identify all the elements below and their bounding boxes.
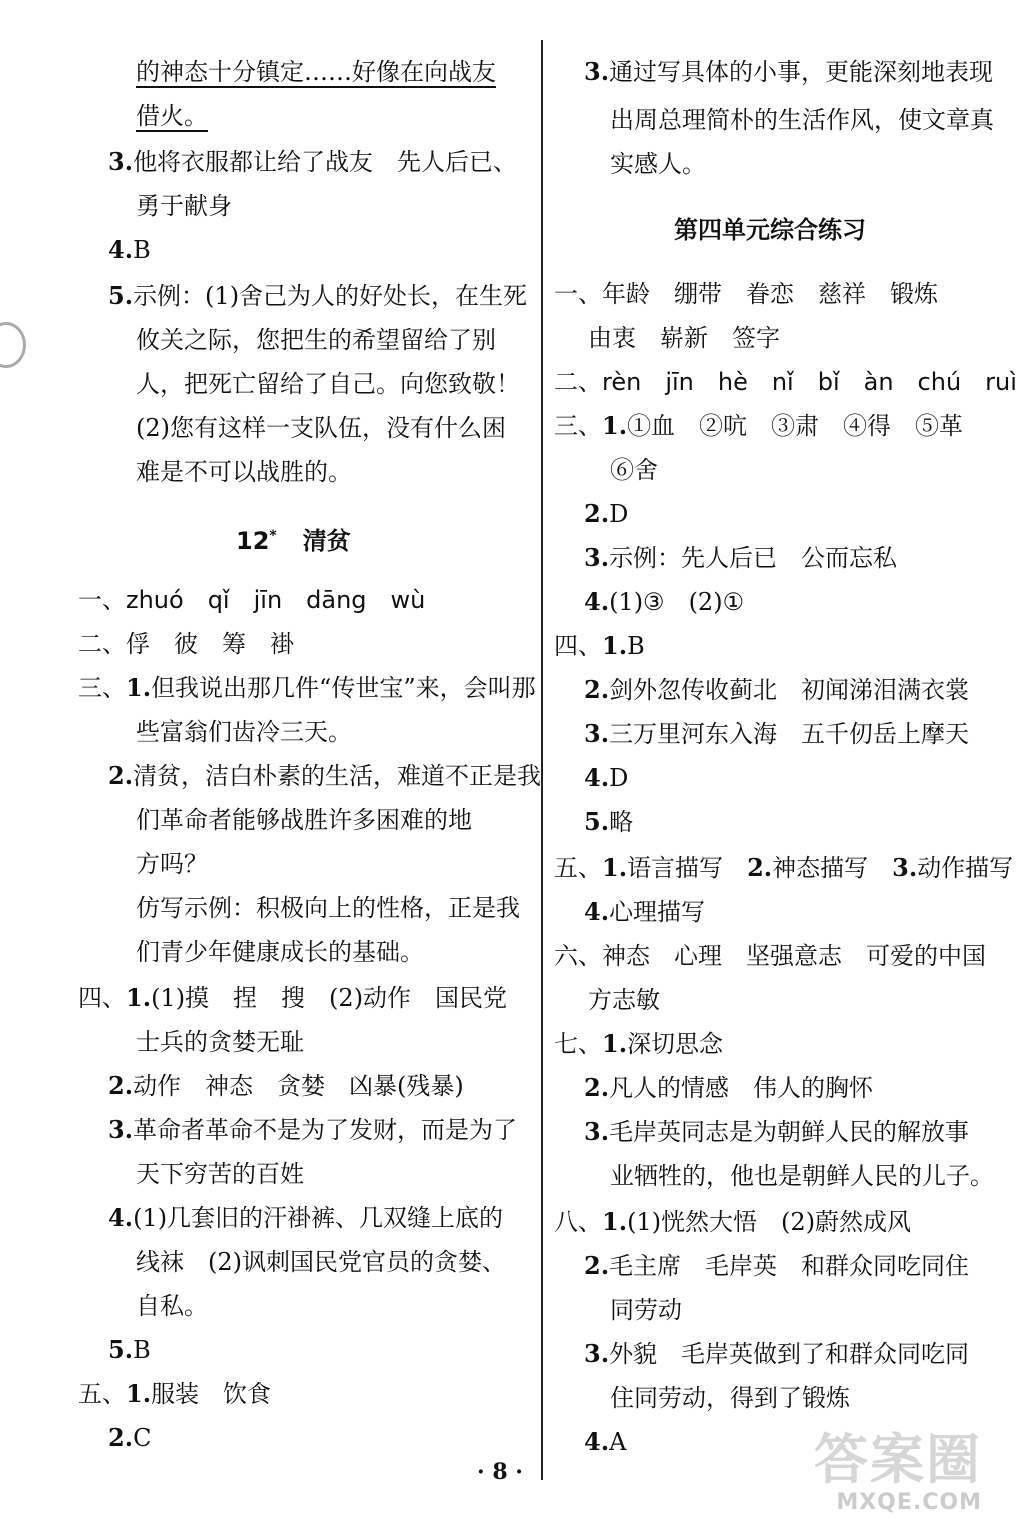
answer-line: 方志敏 xyxy=(588,986,660,1014)
question-5: 5.略 xyxy=(584,807,634,836)
answer-line: 由衷 崭新 签字 xyxy=(588,324,780,352)
answer-line: 方吗？ xyxy=(136,850,208,878)
answer-line: 出周总理简朴的生活作风，使文章真 xyxy=(610,106,994,134)
section-3: 三、1.但我说出那几件“传世宝”来，会叫那 xyxy=(78,673,536,702)
answer-line: 勇于献身 xyxy=(136,192,232,220)
answer-line: 天下穷苦的百姓 xyxy=(136,1160,304,1188)
answer-line: 难是不可以战胜的。 xyxy=(136,458,352,486)
section-1: 一、年龄 绷带 眷恋 慈祥 锻炼 xyxy=(554,280,938,308)
answer-line: 业牺牲的，他也是朝鲜人民的儿子。 xyxy=(610,1162,994,1190)
question-5: 5.B xyxy=(108,1335,151,1364)
section-2: 二、rèn jīn hè nǐ bǐ àn chú ruì xyxy=(554,368,1017,396)
question-2: 2.C xyxy=(108,1423,152,1452)
question-3: 3.示例：先人后已 公而忘私 xyxy=(584,543,898,572)
question-2: 2.动作 神态 贪婪 凶暴(残暴) xyxy=(108,1071,464,1100)
question-3: 3.三万里河东入海 五千仞岳上摩天 xyxy=(584,719,970,748)
answer-line: 士兵的贪婪无耻 xyxy=(136,1028,304,1056)
question-4: 4.A xyxy=(584,1427,627,1456)
answer-line: 住同劳动，得到了锻炼 xyxy=(610,1384,850,1412)
answer-line: 自私。 xyxy=(136,1292,208,1320)
page-edge-mark xyxy=(0,322,26,368)
answer-line: 借火。 xyxy=(136,102,208,130)
question-2: 2.剑外忽传收蓟北 初闻涕泪满衣裳 xyxy=(584,675,970,704)
watermark-url: MXQE.COM xyxy=(836,1490,982,1515)
question-3: 3.外貌 毛岸英做到了和群众同吃同 xyxy=(584,1339,970,1368)
section-5: 五、1.语言描写 2.神态描写 3.动作描写 xyxy=(554,853,1014,882)
question-3: 3.通过写具体的小事，更能深刻地表现 xyxy=(584,57,994,86)
question-4: 4.(1)③ (2)① xyxy=(584,587,745,616)
section-3: 三、1.①血 ②吭 ③肃 ④得 ⑤革 xyxy=(554,411,964,440)
question-4: 4.(1)几套旧的汗褂裤、几双缝上底的 xyxy=(108,1203,504,1232)
watermark-logo-text: 答案圈 xyxy=(814,1428,982,1491)
section-6: 六、神态 心理 坚强意志 可爱的中国 xyxy=(554,942,986,970)
answer-line: 线袜 (2)讽刺国民党官员的贪婪、 xyxy=(136,1248,506,1276)
question-4: 4.心理描写 xyxy=(584,897,706,926)
section-4: 四、1.(1)摸 捏 搜 (2)动作 国民党 xyxy=(78,983,508,1012)
answer-line: 们革命者能够战胜许多困难的地 xyxy=(136,806,472,834)
section-5: 五、1.服装 饮食 xyxy=(78,1379,272,1408)
unit-title: 第四单元综合练习 xyxy=(674,216,866,244)
question-5: 5.示例：(1)舍己为人的好处长，在生死 xyxy=(108,281,528,310)
question-2: 2.D xyxy=(584,499,629,528)
section-7: 七、1.深切思念 xyxy=(554,1029,724,1058)
question-2: 2.毛主席 毛岸英 和群众同吃同住 xyxy=(584,1251,970,1280)
question-2: 2.清贫，洁白朴素的生活，难道不正是我 xyxy=(108,761,542,790)
column-divider xyxy=(541,40,543,1480)
page-number: · 8 · xyxy=(477,1459,523,1485)
answer-line: 的神态十分镇定……好像在向战友 xyxy=(136,58,496,86)
watermark-logo xyxy=(792,1430,982,1520)
lesson-title: 12* 清贫 xyxy=(236,527,351,555)
answer-line: ⑥舍 xyxy=(610,456,658,484)
answer-line: 同劳动 xyxy=(610,1296,682,1324)
section-1: 一、zhuó qǐ jīn dāng wù xyxy=(78,586,426,614)
question-3: 3.革命者革命不是为了发财，而是为了 xyxy=(108,1115,518,1144)
answer-line: 实感人。 xyxy=(610,150,706,178)
section-8: 八、1.(1)恍然大悟 (2)蔚然成风 xyxy=(554,1207,912,1236)
answer-line: 些富翁们齿冷三天。 xyxy=(136,718,352,746)
answer-line: 们青少年健康成长的基础。 xyxy=(136,938,424,966)
question-2: 2.凡人的情感 伟人的胸怀 xyxy=(584,1073,874,1102)
question-4: 4.D xyxy=(584,763,629,792)
question-3: 3.毛岸英同志是为朝鲜人民的解放事 xyxy=(584,1117,970,1146)
question-4: 4.B xyxy=(108,235,151,264)
answer-line: 人，把死亡留给了自己。向您致敬！ xyxy=(136,370,520,398)
answer-line: 攸关之际，您把生的希望留给了别 xyxy=(136,326,496,354)
answer-line: (2)您有这样一支队伍，没有什么困 xyxy=(136,414,506,442)
section-4: 四、1.B xyxy=(554,631,645,660)
answer-line: 仿写示例：积极向上的性格，正是我 xyxy=(136,894,520,922)
section-2: 二、俘 彼 筹 褂 xyxy=(78,630,294,658)
question-3: 3.他将衣服都让给了战友 先人后已、 xyxy=(108,147,518,176)
